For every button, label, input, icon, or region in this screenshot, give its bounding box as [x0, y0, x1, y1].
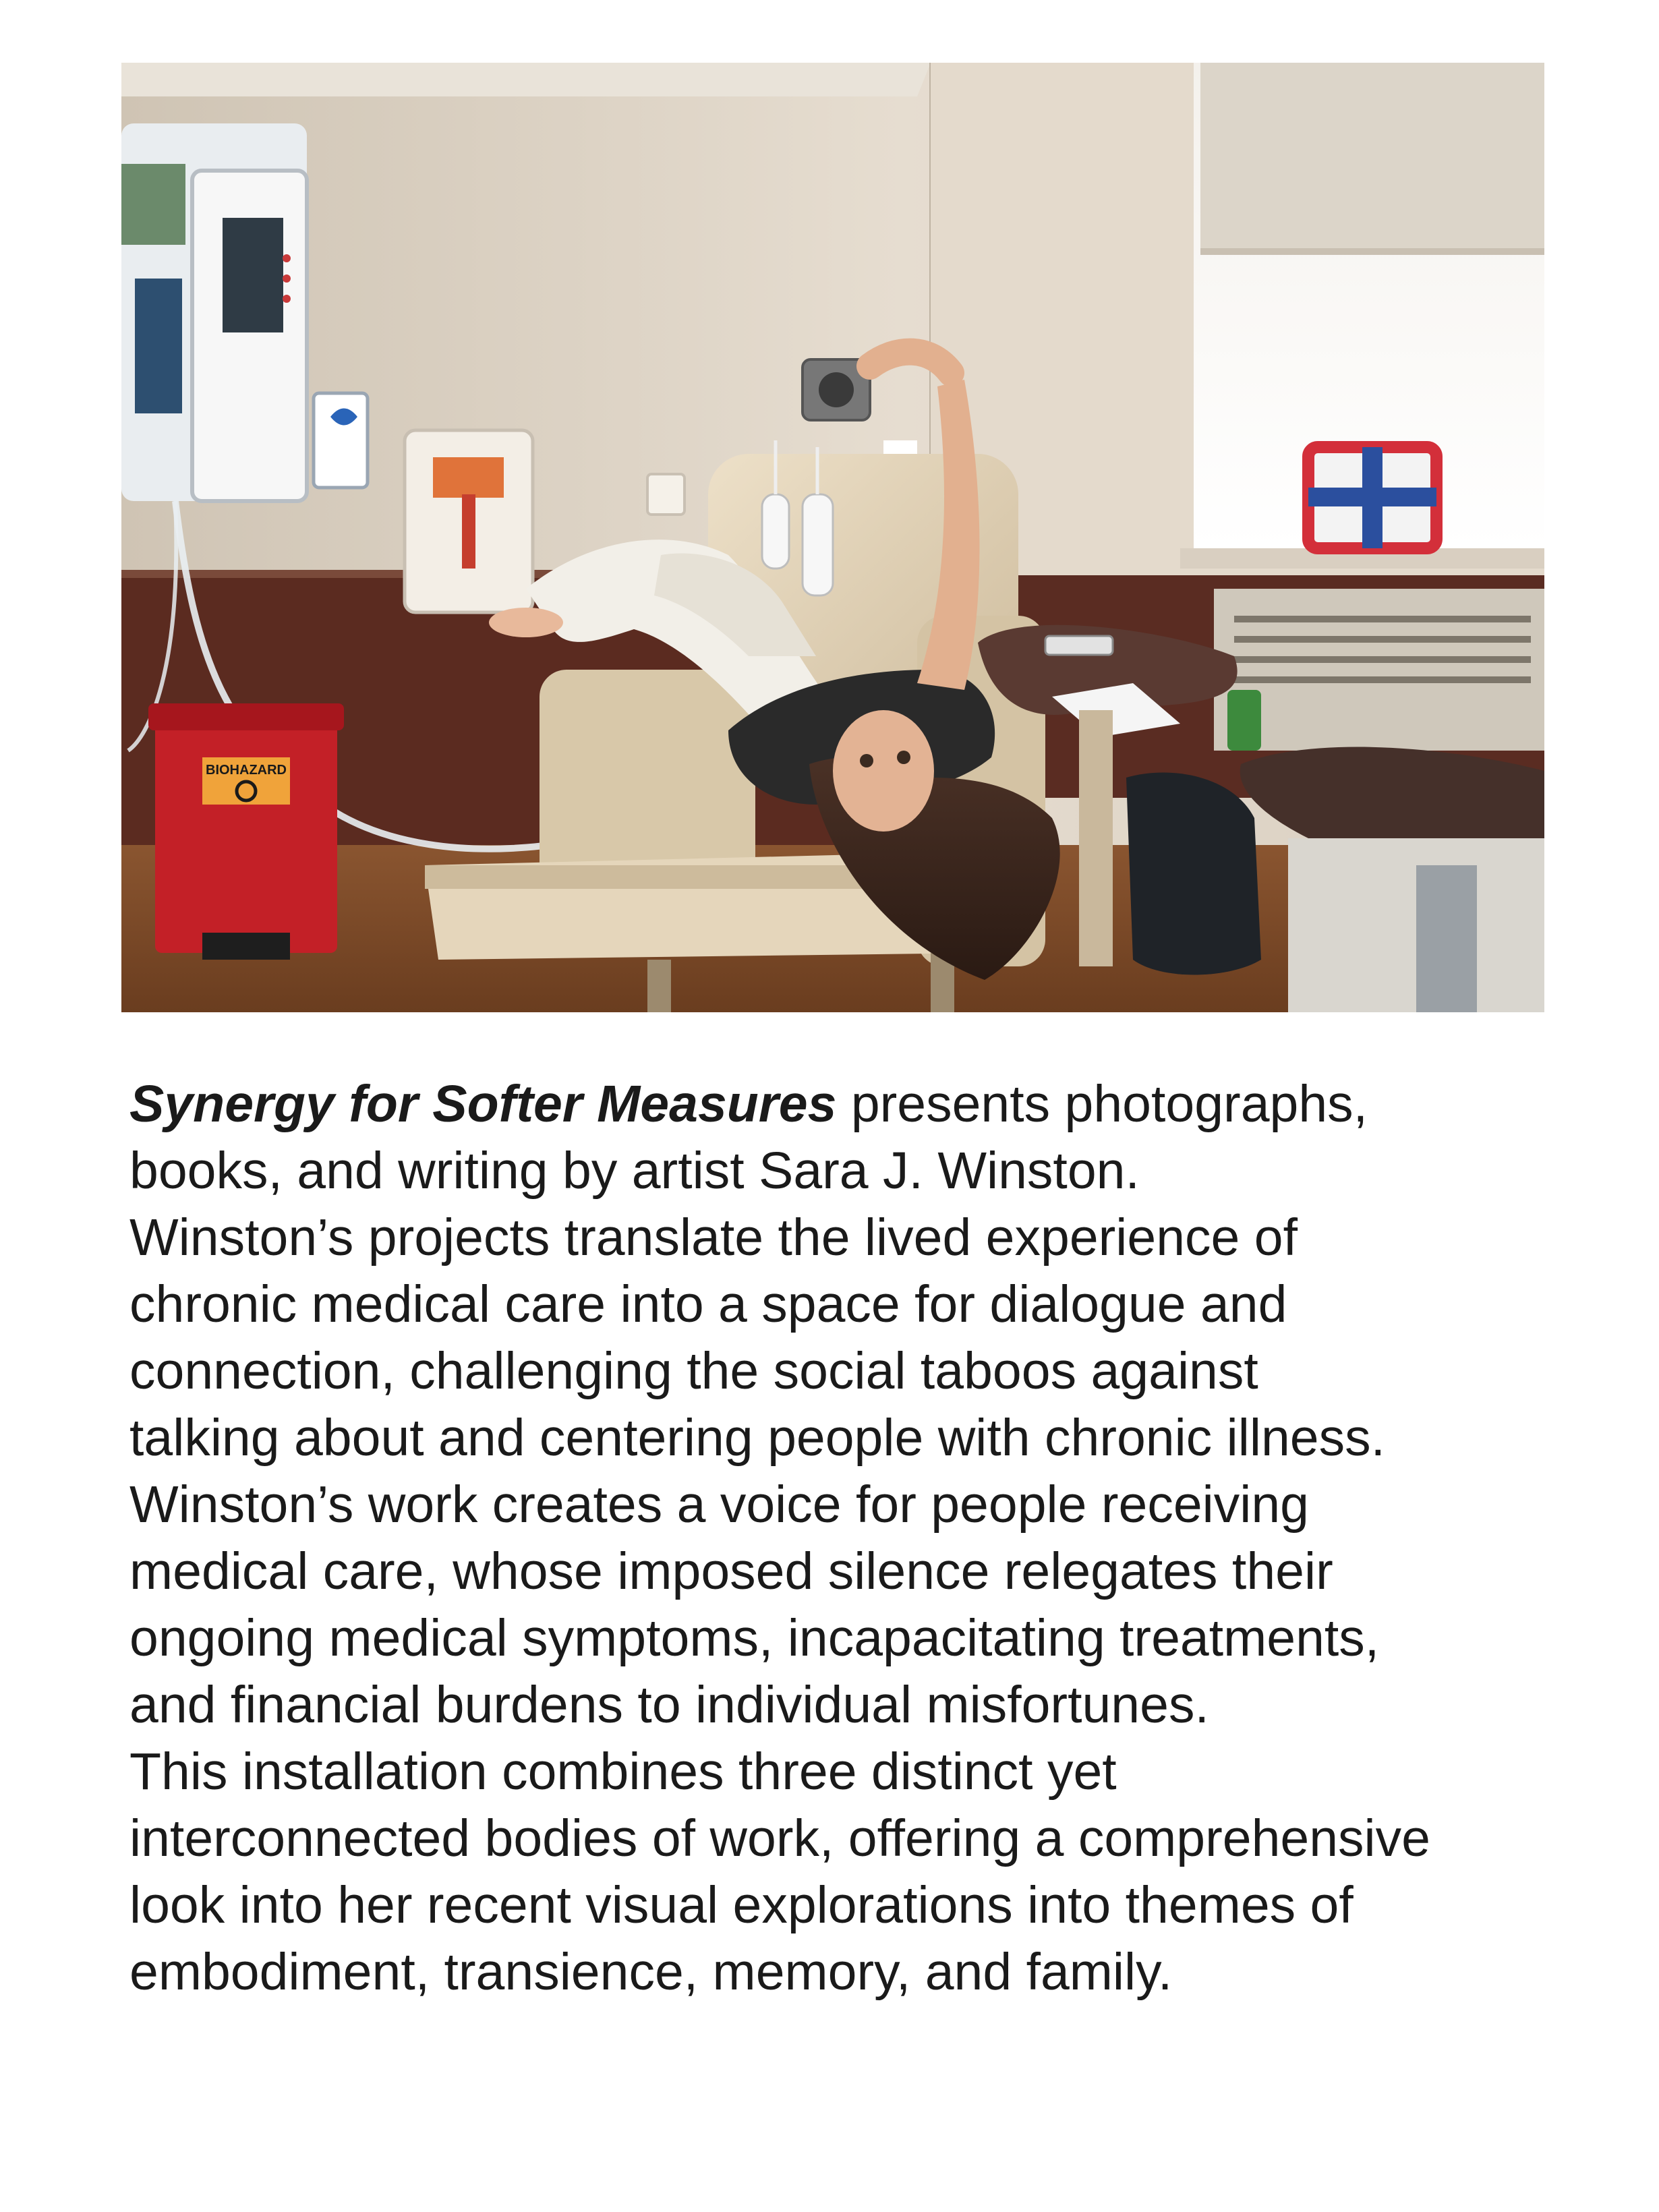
- intro-line: talking about and centering people with chronic illness.: [129, 1409, 1385, 1467]
- intro-line: Winston’s projects translate the lived experience of: [129, 1209, 1298, 1267]
- intro-line: ongoing medical symptoms, incapacitating treatments,: [129, 1609, 1380, 1667]
- intro-line: connection, challenging the social taboos against: [129, 1342, 1258, 1400]
- biohazard-label: BIOHAZARD: [206, 763, 287, 778]
- installation-line: embodiment, transience, memory, and family.: [129, 1943, 1173, 2001]
- intro-line: books, and writing by artist Sara J. Winston.: [129, 1142, 1140, 1200]
- installation-line: interconnected bodies of work, offering a comprehensive: [129, 1809, 1430, 1867]
- exhibition-title: Synergy for Softer Measures: [129, 1075, 837, 1133]
- intro-line: chronic medical care into a space for dialogue and: [129, 1275, 1287, 1333]
- exhibition-text: [129, 1071, 1579, 2006]
- installation-paragraph: [129, 1739, 1579, 2006]
- intro-line: medical care, whose imposed silence relegates their: [129, 1542, 1333, 1600]
- installation-line: This installation combines three distinct yet: [129, 1743, 1117, 1801]
- intro-line: Winston’s work creates a voice for people receiving: [129, 1476, 1310, 1534]
- intro-line: presents photographs,: [836, 1075, 1368, 1133]
- installation-line: look into her recent visual explorations into themes of: [129, 1876, 1354, 1934]
- hospital-room-photo: [121, 63, 1544, 1012]
- intro-paragraph: [129, 1071, 1579, 1739]
- intro-line: and financial burdens to individual misfortunes.: [129, 1676, 1209, 1734]
